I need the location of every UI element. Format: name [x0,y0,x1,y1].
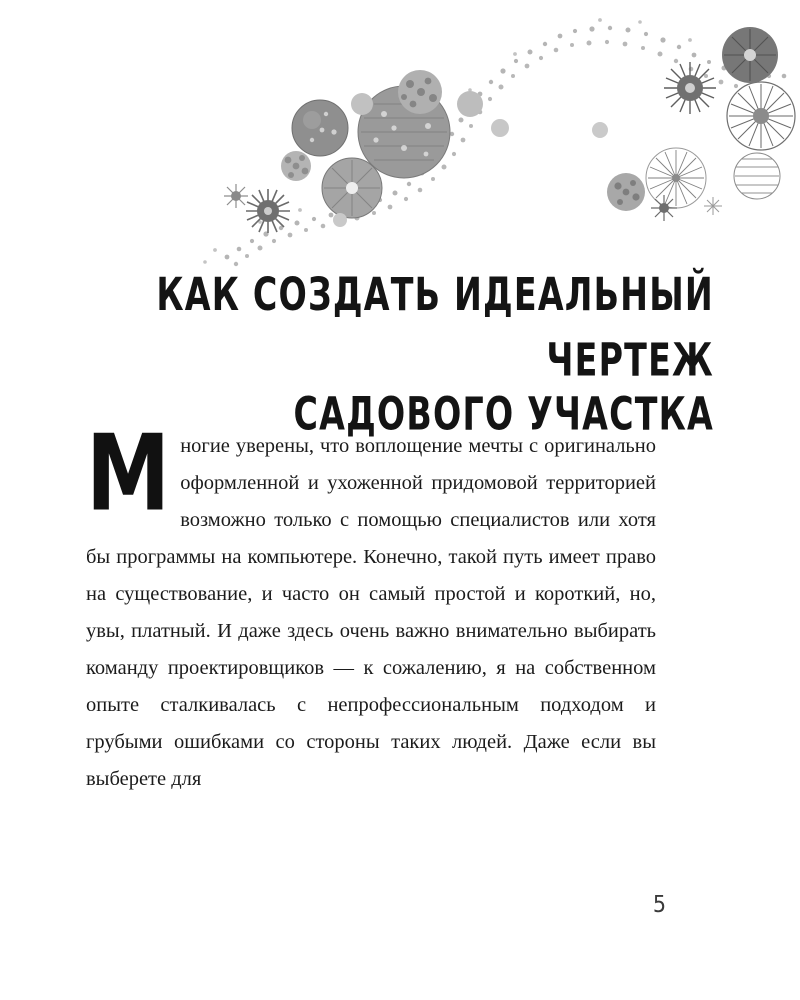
page-title [80,268,720,448]
body-paragraph: ногие уверены, что воплощение мечты с оригинально оформленной и ухоженной придомовой территорией возможно только с помощью специалистов или хотя бы программы на компьютере. Конечно, такой путь имеет право на существование, и часто он самый простой и короткий, но, увы, платный. И даже здесь очень важно внимательно выбирать команду проектировщиков — к сожалению, я на собственном опыте сталкивалась с непрофессиональным подходом и грубыми ошибками со стороны таких людей. Даже если вы выберете для [86,435,656,790]
page-title-line-2: САДОВОГО УЧАСТКА [293,388,714,441]
page-number: 5 [652,892,666,918]
drop-cap: М [86,412,171,536]
page-title-line-1: КАК СОЗДАТЬ ИДЕАЛЬНЫЙ ЧЕРТЕЖ [156,268,714,387]
garden-plan-flowers-illustration [0,0,800,270]
body-text [86,412,656,798]
